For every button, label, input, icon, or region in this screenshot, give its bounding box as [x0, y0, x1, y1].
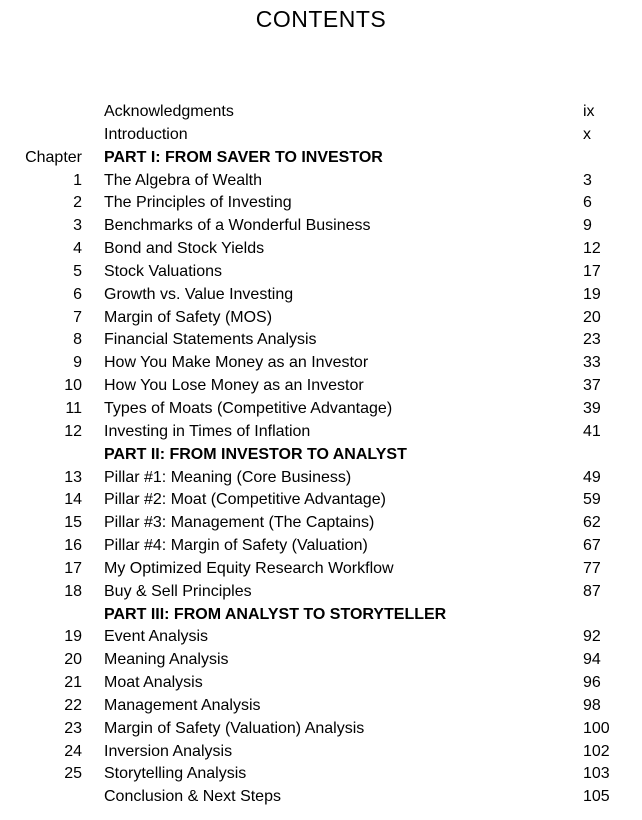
toc-chapter-number: 8 [73, 331, 82, 349]
toc-entry-title: Stock Valuations [104, 262, 222, 280]
toc-entry-title: Pillar #4: Margin of Safety (Valuation) [104, 537, 368, 555]
toc-chapter-number: 7 [73, 308, 82, 326]
toc-entry [0, 489, 642, 512]
toc-chapter-number: 6 [73, 285, 82, 303]
toc-page-number: 3 [583, 171, 592, 189]
toc-chapter-number: 11 [65, 399, 82, 417]
toc-part-heading [0, 444, 642, 467]
toc-entry [0, 352, 642, 375]
toc-chapter-number: 3 [73, 217, 82, 235]
toc-page-number: 59 [583, 491, 601, 509]
toc-page-number: 23 [583, 331, 601, 349]
toc-entry [0, 558, 642, 581]
toc-entry-title: Pillar #3: Management (The Captains) [104, 514, 375, 532]
toc-entry [0, 786, 642, 809]
page-title: CONTENTS [255, 6, 387, 32]
toc-page-number: 41 [583, 422, 601, 440]
toc-entry [0, 467, 642, 490]
toc-page-number: 19 [583, 285, 601, 303]
toc-entry [0, 238, 642, 261]
toc-page-number: 87 [583, 582, 601, 600]
toc-chapter-number: 9 [73, 354, 82, 372]
toc-page-number: 105 [583, 788, 610, 806]
toc-chapter-number: 15 [64, 514, 82, 532]
toc-entry-title: Management Analysis [104, 696, 261, 714]
toc-entry-title: Benchmarks of a Wonderful Business [104, 217, 371, 235]
toc-chapter-number: 17 [64, 559, 82, 577]
toc-chapter-number: 18 [64, 582, 82, 600]
toc-entry-title: Financial Statements Analysis [104, 331, 317, 349]
toc-entry-title: Acknowledgments [104, 103, 234, 120]
toc-page-number: 77 [583, 559, 601, 577]
toc-entry [0, 192, 642, 215]
chapter-column-label: Chapter [25, 148, 82, 166]
toc-entry [0, 307, 642, 330]
toc-entry [0, 512, 642, 535]
toc-entry [0, 581, 642, 604]
toc-chapter-number: 22 [64, 696, 82, 714]
toc-chapter-number: 5 [73, 262, 82, 280]
toc-chapter-number: 2 [73, 194, 82, 212]
toc-entry [0, 101, 642, 124]
toc-entry [0, 398, 642, 421]
toc-entry-title: Inversion Analysis [104, 742, 233, 760]
toc-page-number: 17 [583, 262, 601, 280]
toc-entry [0, 763, 642, 786]
toc-part-heading [0, 147, 642, 170]
toc-entry [0, 718, 642, 741]
toc-entry-title: Conclusion & Next Steps [104, 788, 281, 806]
toc-page-number: 33 [583, 354, 601, 372]
toc-page-number: 102 [583, 742, 610, 760]
toc-page-number: 49 [583, 468, 601, 486]
toc-chapter-number: 12 [64, 422, 82, 440]
toc-entry-title: Introduction [104, 125, 188, 143]
toc-entry [0, 672, 642, 695]
toc-entry [0, 170, 642, 193]
toc-page-number: 62 [583, 514, 601, 532]
toc-entry-title: How You Lose Money as an Investor [104, 377, 364, 395]
toc-chapter-number: 21 [64, 674, 82, 692]
toc-entry-title: Pillar #2: Moat (Competitive Advantage) [104, 491, 386, 509]
toc-page-number: 9 [583, 217, 592, 235]
toc-page-number: 94 [583, 651, 601, 669]
toc-part-title: PART III: FROM ANALYST TO STORYTELLER [104, 605, 447, 623]
toc-page-number: 12 [583, 240, 601, 258]
toc-page-number: 6 [583, 194, 592, 212]
toc-entry-title: Types of Moats (Competitive Advantage) [104, 399, 393, 417]
toc-page-number: 20 [583, 308, 601, 326]
toc-chapter-number: 25 [64, 765, 82, 783]
toc-chapter-number: 14 [64, 491, 82, 509]
toc-entry-title: Margin of Safety (MOS) [104, 308, 273, 326]
toc-entry [0, 375, 642, 398]
toc-entry [0, 124, 642, 147]
toc-page-number: 100 [583, 719, 610, 737]
toc-entry-title: Margin of Safety (Valuation) Analysis [104, 719, 365, 737]
toc-entry-title: Investing in Times of Inflation [104, 422, 311, 440]
toc-page-number: 37 [583, 377, 601, 395]
toc-page-number: 67 [583, 537, 601, 555]
toc-entry [0, 535, 642, 558]
toc-page-number: x [583, 125, 591, 143]
toc-chapter-number: 20 [64, 651, 82, 669]
toc-entry-title: Buy & Sell Principles [104, 582, 252, 600]
toc-page-number: 98 [583, 696, 601, 714]
toc-chapter-number: 4 [73, 240, 82, 258]
toc-chapter-number: 13 [64, 468, 82, 486]
toc-entry-title: The Algebra of Wealth [104, 171, 263, 189]
toc-chapter-number: 19 [64, 628, 82, 646]
toc-chapter-number: 16 [64, 537, 82, 555]
toc-entry [0, 284, 642, 307]
toc-entry-title: Growth vs. Value Investing [104, 285, 294, 303]
toc-chapter-number: 23 [64, 719, 82, 737]
toc-chapter-number: 10 [64, 377, 82, 395]
toc-entry [0, 261, 642, 284]
toc-page-number: 103 [583, 765, 610, 783]
toc-entry [0, 741, 642, 764]
toc-part-title: PART I: FROM SAVER TO INVESTOR [104, 148, 383, 166]
toc-entry [0, 649, 642, 672]
toc-entry [0, 329, 642, 352]
toc-entry-title: Meaning Analysis [104, 651, 229, 669]
toc-entry [0, 626, 642, 649]
toc-chapter-number: 24 [64, 742, 82, 760]
toc-entry [0, 215, 642, 238]
toc-entry-title: Moat Analysis [104, 674, 203, 692]
toc-entry [0, 421, 642, 444]
table-of-contents [0, 101, 642, 809]
toc-part-title: PART II: FROM INVESTOR TO ANALYST [104, 445, 407, 463]
toc-page-number: 96 [583, 674, 601, 692]
toc-entry-title: My Optimized Equity Research Workflow [104, 559, 394, 577]
toc-entry-title: How You Make Money as an Investor [104, 354, 369, 372]
toc-entry-title: The Principles of Investing [104, 194, 292, 212]
toc-page-number: ix [583, 103, 595, 120]
toc-page-number: 92 [583, 628, 601, 646]
toc-entry-title: Bond and Stock Yields [104, 240, 265, 258]
toc-chapter-number: 1 [73, 171, 82, 189]
toc-entry-title: Event Analysis [104, 628, 209, 646]
toc-page-number: 39 [583, 399, 601, 417]
toc-entry [0, 695, 642, 718]
toc-part-heading [0, 604, 642, 627]
toc-entry-title: Storytelling Analysis [104, 765, 247, 783]
toc-entry-title: Pillar #1: Meaning (Core Business) [104, 468, 352, 486]
